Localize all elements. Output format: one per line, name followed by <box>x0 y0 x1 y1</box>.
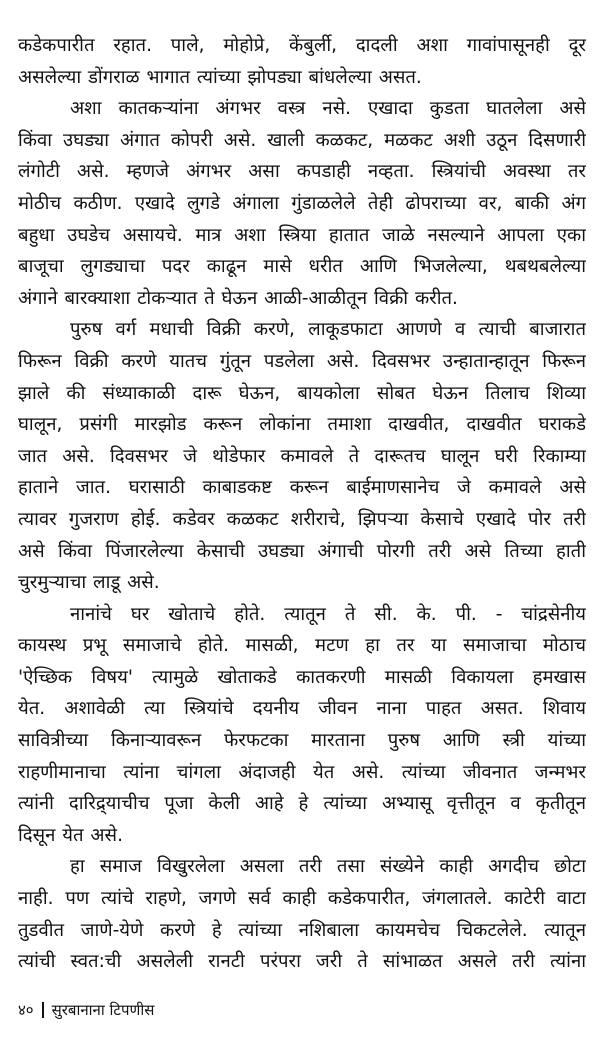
book-title: सुरबानाना टिपणीस <box>51 1001 155 1019</box>
page-footer <box>18 1000 154 1020</box>
text-line: त्यावर गुजराण होई. कडेवर कळकट शरीराचे, झिपऱ्या केसाचे एखादे पोर तरी <box>18 508 586 530</box>
text-line: अंगाने बारक्याशा टोकऱ्यात ते घेऊन आळी-आळीतून विक्री करीत. <box>18 287 458 309</box>
text-line: मोठीच कठीण. एखादे लुगडे अंगाला गुंडाळलेले तेही ढोपराच्या वर, बाकी अंग <box>18 192 586 214</box>
text-line: बाजूचा लुगड्याचा पदर काढून मासे धरीत आणि भिजलेल्या, थबथबलेल्या <box>18 256 586 278</box>
page-body <box>18 30 586 978</box>
paragraph-2 <box>18 93 586 314</box>
paragraph-3 <box>18 314 586 598</box>
text-line: झाले की संध्याकाळी दारू घेऊन, बायकोला सोबत घेऊन तिलाच शिव्या <box>18 382 586 404</box>
page-number: ४० <box>18 1001 34 1019</box>
text-line: दिसून येत असे. <box>18 824 123 846</box>
text-line: फिरून विक्री करणे यातच गुंतून पडलेला असे. दिवसभर उन्हातान्हातून फिरून <box>18 350 586 372</box>
text-line: बहुधा उघडेच असायचे. मात्र अशा स्त्रिया हातात जाळे नसल्याने आपला एका <box>18 224 586 246</box>
text-line: त्यांनी दारिद्र्याचीच पूजा केली आहे हे त्यांच्या अभ्यासू वृत्तीतून व कृतीतून <box>18 793 586 815</box>
text-line: घालून, प्रसंगी मारझोड करून लोकांना तमाशा दाखवीत, दाखवीत घराकडे <box>18 414 586 436</box>
text-line: चुरमुऱ्याचा लाडू असे. <box>18 572 160 594</box>
text-line: हा समाज विखुरलेला असला तरी तसा संख्येने काही अगदीच छोटा <box>70 856 586 878</box>
text-line: कडेकपारीत रहात. पाले, मोहोप्रे, केंबुर्ली, दादली अशा गावांपासूनही दूर <box>18 35 586 56</box>
text-line: अशा कातकऱ्यांना अंगभर वस्त्र नसे. एखादा कुडता घातलेला असे <box>70 98 586 120</box>
text-line: राहणीमानाचा त्यांना चांगला अंदाजही येत असे. त्यांच्या जीवनात जन्मभर <box>18 761 586 783</box>
text-line: नाही. पण त्यांचे राहणे, जगणे सर्व काही कडेकपारीत, जंगलातले. काटेरी वाटा <box>18 888 586 910</box>
text-line: असलेल्या डोंगराळ भागात त्यांच्या झोपड्या बांधलेल्या असत. <box>18 66 422 88</box>
text-line: असे किंवा पिंजारलेल्या केसाची उघड्या अंगाची पोरगी तरी असे तिच्या हाती <box>18 540 586 562</box>
footer-divider <box>42 1002 44 1018</box>
text-line: लंगोटी असे. म्हणजे अंगभर असा कपडाही नव्हता. स्त्रियांची अवस्था तर <box>18 161 586 183</box>
paragraph-1 <box>18 30 586 93</box>
text-line: हाताने जात. घरासाठी काबाडकष्ट करून बाईमाणसानेच जे कमावले असे <box>18 477 586 499</box>
text-line: जात असे. दिवसभर जे थोडेफार कमावले ते दारूतच घालून घरी रिकाम्या <box>18 445 586 467</box>
paragraph-4 <box>18 599 586 852</box>
text-line: कायस्थ प्रभू समाजाचे होते. मासळी, मटण हा तर या समाजाचा मोठाच <box>18 635 586 657</box>
text-line: किंवा उघड्या अंगात कोपरी असे. खाली कळकट, मळकट अशी उठून दिसणारी <box>18 129 586 151</box>
text-line: सावित्रीच्या किनाऱ्यावरून फेरफटका मारताना पुरुष आणि स्त्री यांच्या <box>18 730 586 752</box>
text-line: तुडवीत जाणे-येणे करणे हे त्यांच्या नशिबाला कायमचेच चिकटलेले. त्यातून <box>18 919 586 941</box>
text-line: 'ऐच्छिक विषय' त्यामुळे खोताकडे कातकरणी मासळी विकायला हमखास <box>18 666 586 688</box>
text-line: येत. अशावेळी त्या स्त्रियांचे दयनीय जीवन नाना पाहत असत. शिवाय <box>18 698 586 720</box>
text-line: पुरुष वर्ग मधाची विक्री करणे, लाकूडफाटा आणणे व त्याची बाजारात <box>70 319 586 341</box>
text-line: त्यांची स्वत:ची असलेली रानटी परंपरा जरी ते सांभाळत असले तरी त्यांना <box>18 951 586 973</box>
paragraph-5 <box>18 851 586 977</box>
text-line: नानांचे घर खोताचे होते. त्यातून ते सी. के. पी. - चांद्रसेनीय <box>70 603 586 625</box>
